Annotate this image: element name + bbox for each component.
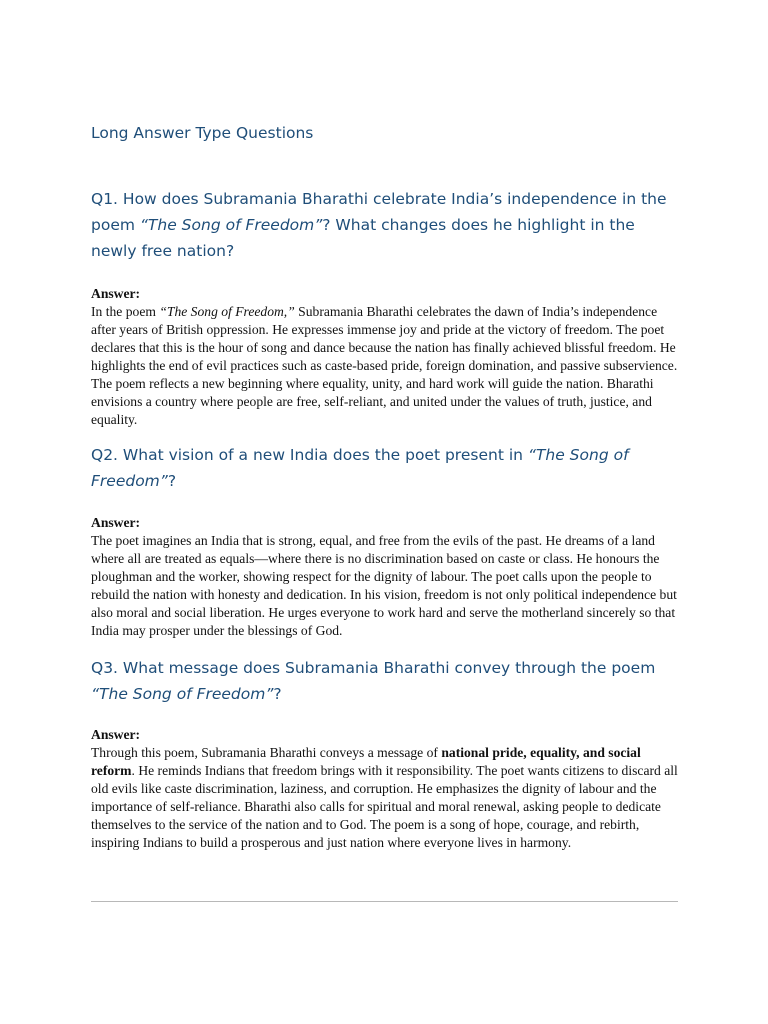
answer-3-text: Through this poem, Subramania Bharathi conveys a message of (91, 745, 442, 760)
question-1 (91, 186, 681, 264)
answer-1 (91, 285, 681, 429)
answer-3-emphasis: national pride, equality, and social reform (91, 745, 641, 778)
question-2-poem-title: “The Song of Freedom” (91, 446, 629, 490)
question-1-poem-title: “The Song of Freedom” (139, 216, 323, 234)
question-2 (91, 442, 681, 494)
question-2-text: Q2. What vision of a new India does the poet present in (91, 446, 528, 464)
question-1-text: Q1. How does Subramania Bharathi celebrate India’s independence in the poem (91, 190, 667, 234)
question-1-text-end: ? What changes does he highlight in the newly free nation? (91, 216, 635, 260)
answer-3-label: Answer: (91, 727, 141, 742)
question-3-poem-title: “The Song of Freedom” (91, 685, 274, 703)
answer-1-label: Answer: (91, 286, 141, 301)
answer-3 (91, 726, 681, 852)
question-3-text: Q3. What message does Subramania Bharathi convey through the poem (91, 659, 656, 677)
section-title: Long Answer Type Questions (91, 124, 314, 142)
question-2-text-end: ? (167, 472, 177, 490)
answer-2-text: The poet imagines an India that is strong, equal, and free from the evils of the past. He dreams of a land where all are treated as equals—where there is no discrimination based on caste or class. He honours the ploughman and the worker, showing respect for the dignity of labour. The poet calls upon the people to rebuild the nation with honesty and dedication. In his vision, freedom is not only political independence but also moral and social liberation. He urges everyone to work hard and serve the motherland sincerely so that India may prosper under the blessings of God. (91, 533, 677, 638)
question-3 (91, 655, 681, 707)
answer-2 (91, 514, 681, 640)
question-3-text-end: ? (273, 685, 282, 703)
divider-line (91, 901, 678, 902)
answer-1-text-end: Subramania Bharathi celebrates the dawn of India’s independence after years of British oppression. He expresses immense joy and pride at the victory of freedom. The poet declares that this is the hour of song and dance because the nation has finally achieved blissful freedom. He highlights the end of evil practices such as caste-based pride, foreign domination, and passive subservience. The poem reflects a new beginning where equality, unity, and hard work will guide the nation. Bharathi envisions a country where people are free, self-reliant, and united under the values of truth, justice, and equality. (91, 304, 678, 427)
answer-1-poem-title: “The Song of Freedom,” (159, 304, 295, 319)
answer-3-text-end: . He reminds Indians that freedom brings with it responsibility. The poet wants citizens to discard all old evils like caste discrimination, laziness, and corruption. He emphasizes the dignity of labour and the importance of self-reliance. Bharathi also calls for spiritual and moral renewal, asking people to dedicate themselves to the service of the nation and to God. The poem is a song of hope, courage, and rebirth, inspiring Indians to build a prosperous and just nation where everyone lives in harmony. (91, 763, 678, 850)
answer-1-text: In the poem (91, 304, 160, 319)
answer-2-label: Answer: (91, 515, 141, 530)
